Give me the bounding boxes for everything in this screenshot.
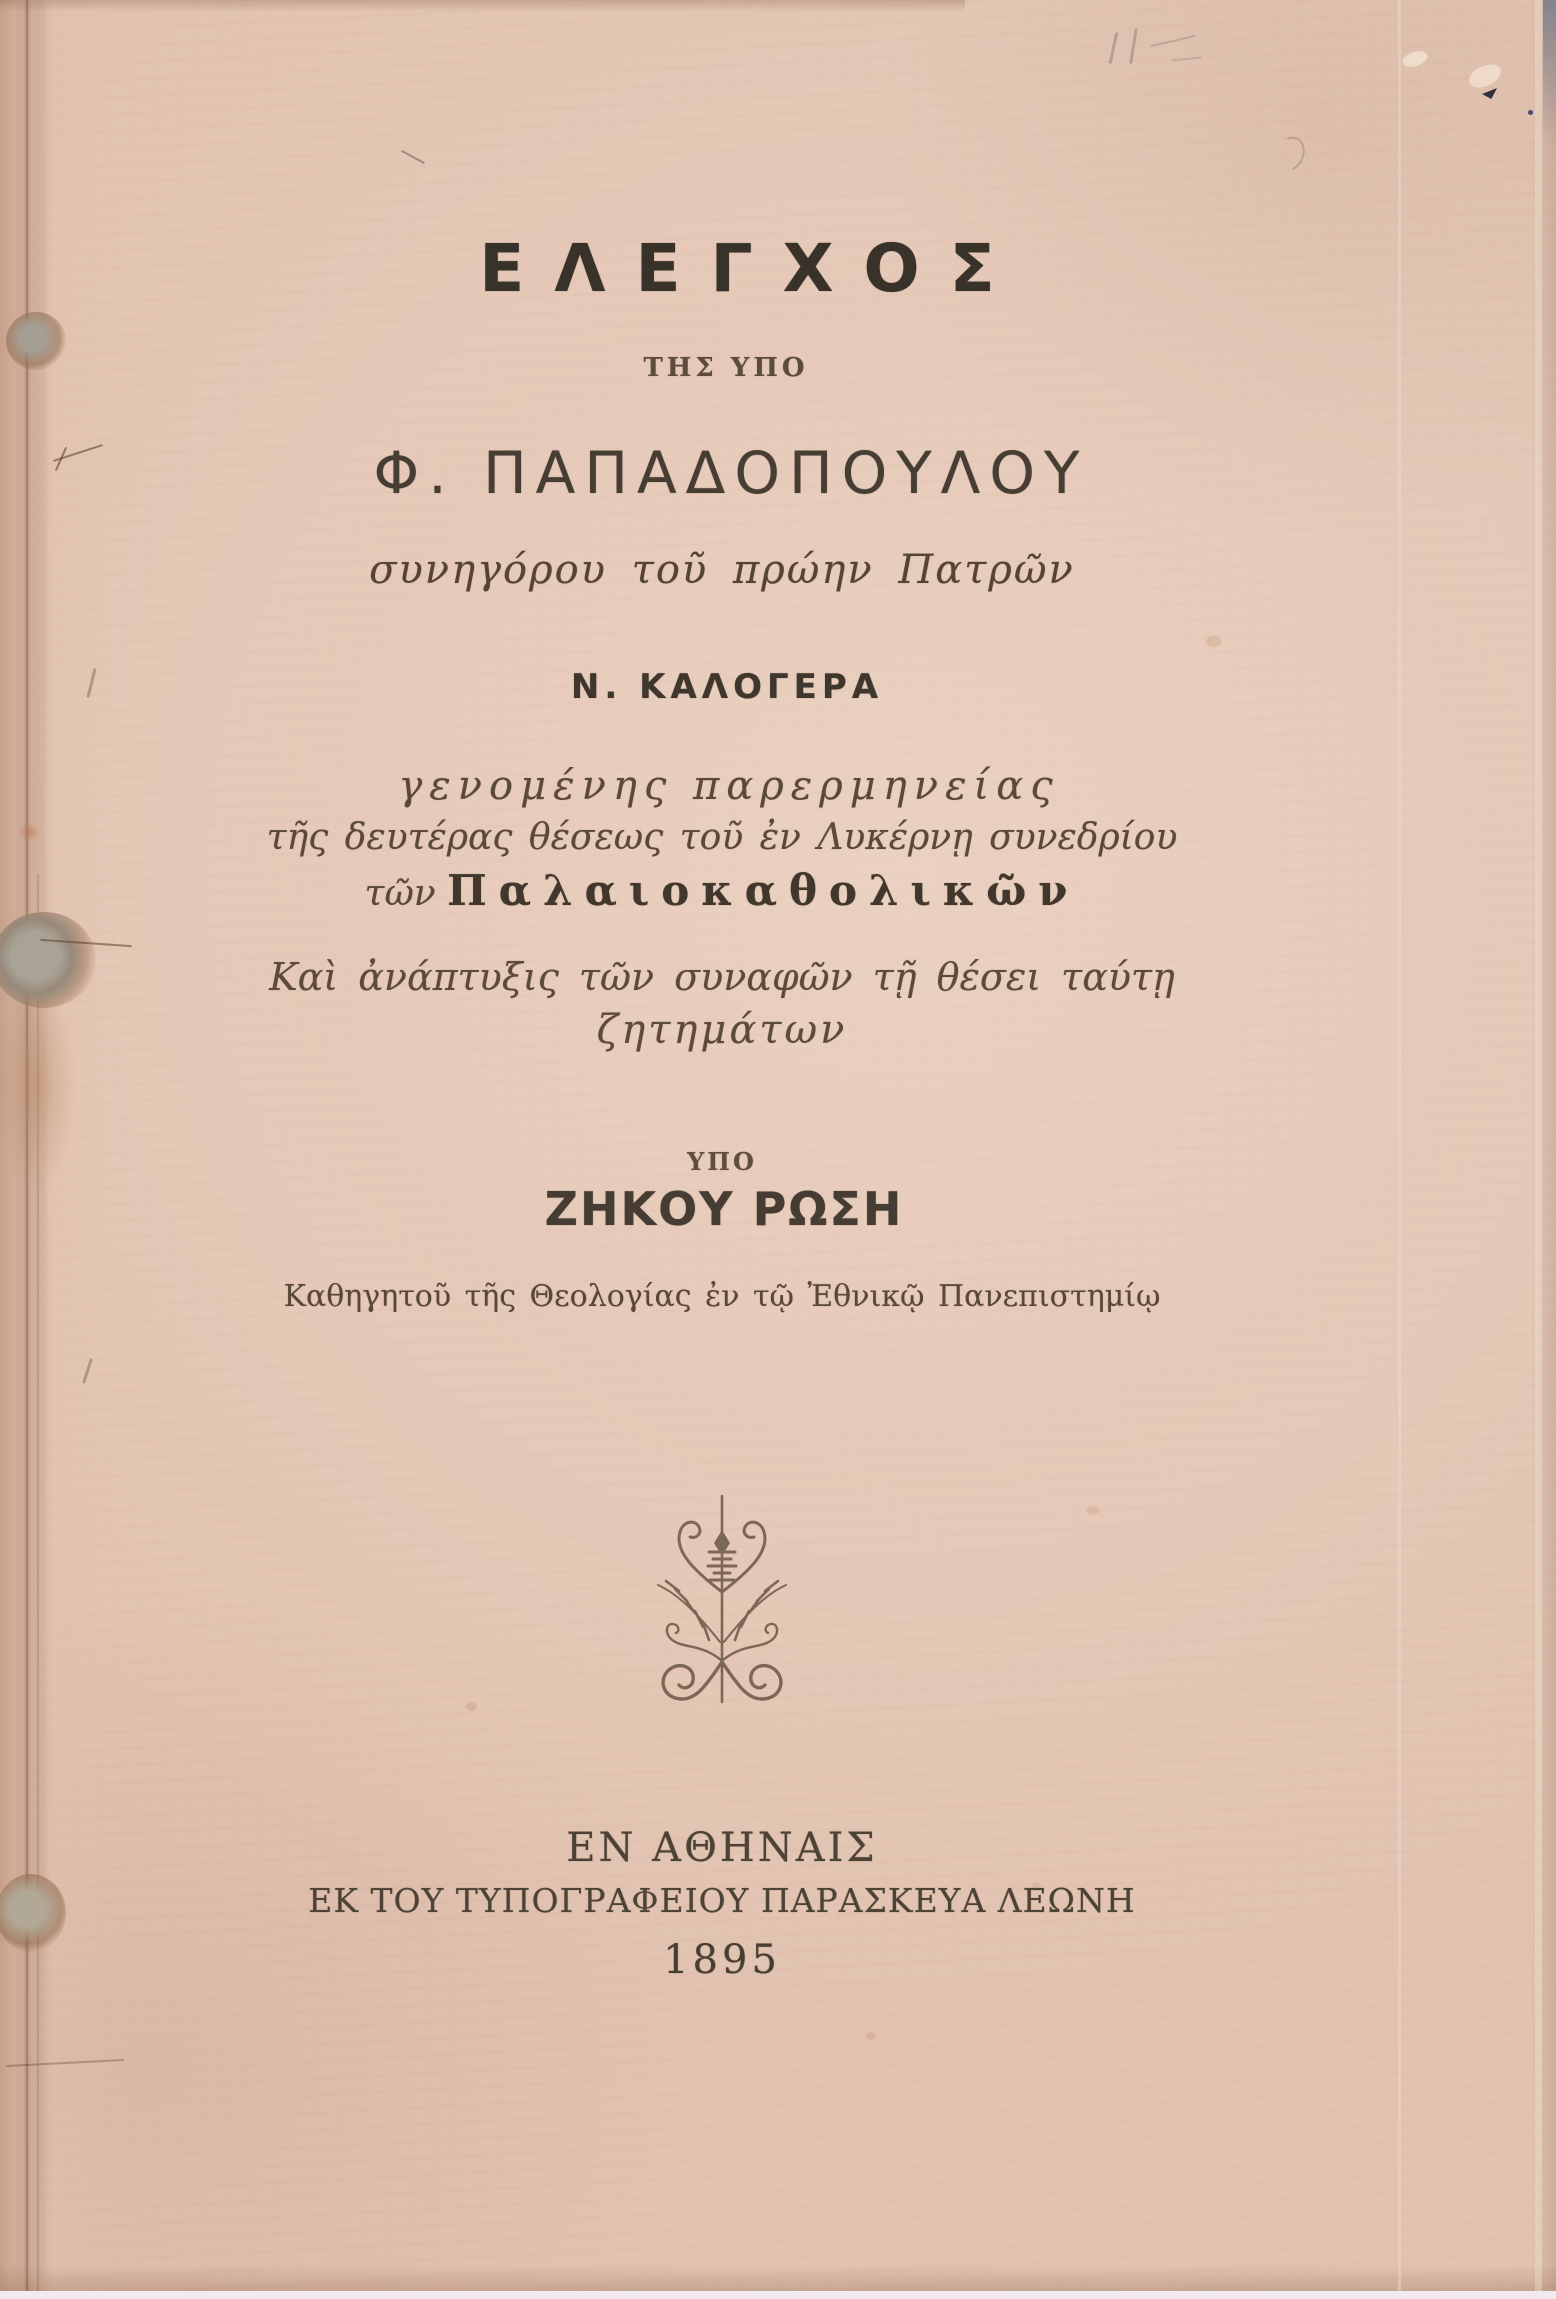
subject-line-3-emphasis: Παλαιοκαθολικῶν — [447, 866, 1080, 915]
ink-speck — [1482, 88, 1497, 99]
page-title: ΕΛΕΓΧΟΣ — [479, 230, 1025, 307]
scanner-edge-sliver — [1543, 0, 1556, 150]
imprint-place: ΕΝ ΑΘΗΝΑΙΣ — [566, 1825, 878, 1871]
by-label: ΥΠΟ — [687, 1147, 757, 1176]
opponent-name: Ν. ΚΑΛΟΓΕΡΑ — [570, 667, 884, 707]
critiqued-author-name: Φ. ΠΑΠΑΔΟΠΟΥΛΟΥ — [373, 439, 1089, 507]
critiqued-author-role: συνηγόρου τοῦ πρώην Πατρῶν — [369, 547, 1075, 593]
ornament-container — [0, 1492, 1444, 1710]
subject-line-3 — [0, 866, 1444, 915]
right-edge-shading — [1530, 0, 1556, 2299]
right-light-strip — [1535, 0, 1542, 2299]
subject-line-4: Καὶ ἀνάπτυξις τῶν συναφῶν τῇ θέσει ταύτῃ — [269, 955, 1175, 999]
fleuron-ornament-icon — [636, 1492, 808, 1706]
subject-line-3-prefix: τῶν — [364, 873, 448, 914]
paper-chip-2 — [1465, 60, 1504, 92]
imprint-year: 1895 — [663, 1937, 781, 1983]
subject-line-5: ζητημάτων — [596, 1007, 848, 1053]
subject-line-1: γενομένης παρερμηνείας — [398, 763, 1060, 809]
author-name: ΖΗΚΟΥ ΡΩΣΗ — [544, 1182, 904, 1236]
author-title: Καθηγητοῦ τῆς Θεολογίας ἐν τῷ Ἐθνικῷ Πανεπιστημίῳ — [283, 1279, 1161, 1314]
of-by-label: ΤΗΣ ΥΠΟ — [643, 353, 809, 383]
subject-line-2: τῆς δευτέρας θέσεως τοῦ ἐν Λυκέρνῃ συνεδρίου — [266, 817, 1178, 858]
imprint-printer: ΕΚ ΤΟΥ ΤΥΠΟΓΡΑΦΕΙΟΥ ΠΑΡΑΣΚΕΥΑ ΛΕΩΝΗ — [308, 1881, 1136, 1920]
blue-dot-speck — [1528, 110, 1533, 115]
